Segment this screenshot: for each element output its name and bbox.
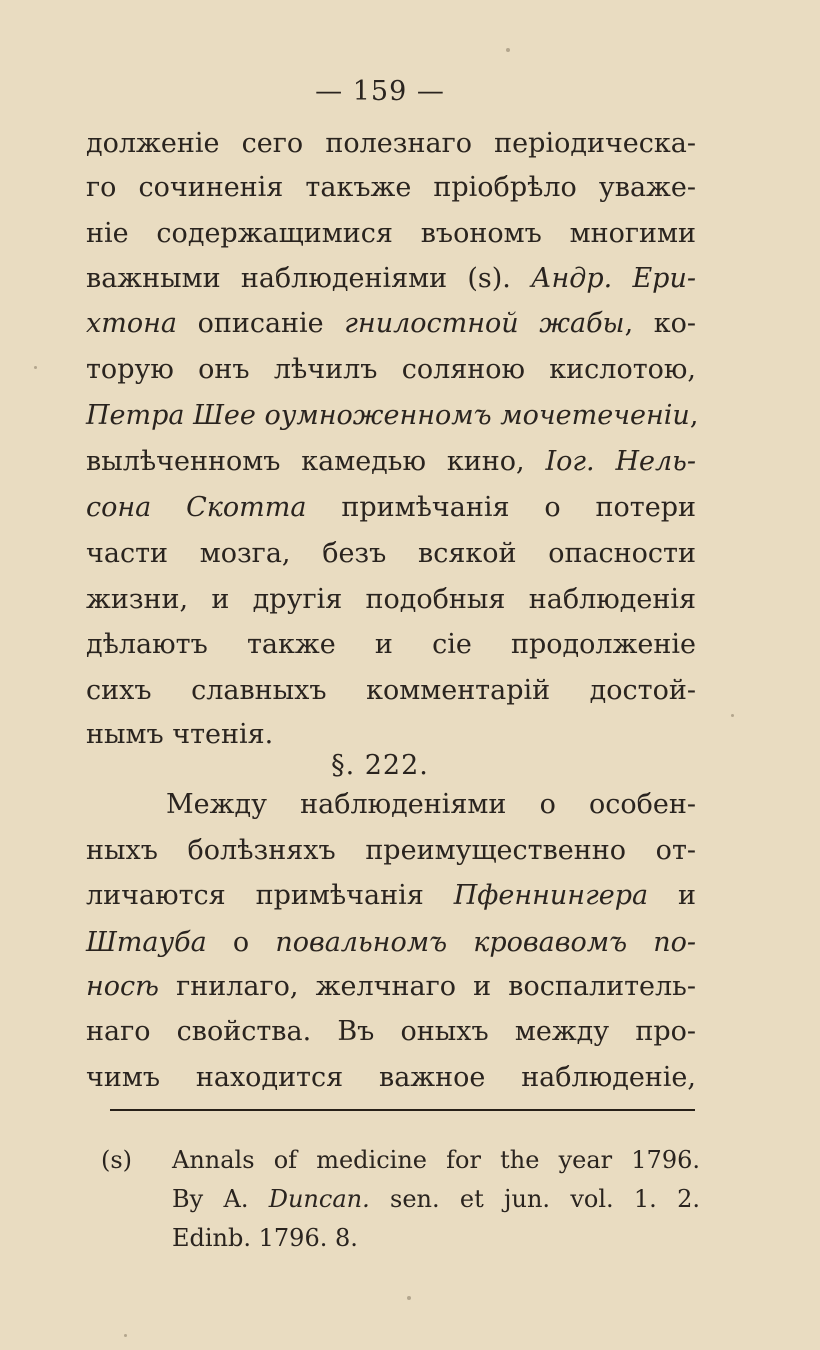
paragraph-1-line-11: жизни, и другія подобныя наблюденія [86, 584, 696, 615]
section-mark: §. 222. [331, 750, 429, 781]
footnote-line-2: By A. Duncan. sen. et jun. vol. 1. 2. [172, 1185, 700, 1213]
paper-speck [731, 714, 734, 717]
footnote-marker: (s) [101, 1146, 133, 1174]
paragraph-1-line-10: части мозга, безъ всякой опасности [86, 538, 696, 569]
paper-speck [407, 1296, 411, 1300]
paragraph-2-line-2: ныхъ болѣзняхъ преимущественно от- [86, 835, 696, 866]
paragraph-1-line-3: ніе содержащимися въономъ многими [86, 218, 696, 249]
paragraph-1-line-8: вылѣченномъ камедью кино, Іог. Нель- [86, 446, 696, 477]
paragraph-1-line-2: го сочиненія такъже пріобрѣло уваже- [86, 172, 696, 203]
paragraph-1-line-6: торую онъ лѣчилъ соляною кислотою, [86, 354, 696, 385]
paragraph-1-line-14: нымъ чтенія. [86, 719, 274, 750]
paragraph-2-line-4: Штауба о повальномъ кровавомъ по- [86, 927, 697, 958]
paper-speck [506, 48, 510, 52]
paragraph-2-line-7: чимъ находится важное наблюденіе, [86, 1062, 696, 1093]
page-number-header: — 159 — [315, 76, 445, 107]
paragraph-2-line-6: наго свойства. Въ оныхъ между про- [86, 1016, 696, 1047]
paragraph-1-line-7: Петра Шее оумноженномъ мочетеченіи, [86, 400, 699, 431]
paragraph-1-line-4: важными наблюденіями (s). Андр. Ери- [86, 263, 696, 294]
paragraph-2-line-5: носѣ гнилаго, желчнаго и воспалитель- [86, 971, 696, 1002]
footnote-line-3: Edinb. 1796. 8. [172, 1224, 358, 1252]
paragraph-1-line-9: сона Скотта примѣчанія о потери [86, 492, 696, 523]
paper-speck [124, 1334, 127, 1337]
paragraph-2-line-1: Между наблюденіями о особен- [166, 789, 696, 820]
paragraph-1-line-5: хтона описаніе гнилостной жабы, ко- [86, 308, 697, 339]
footnote-rule [110, 1109, 695, 1111]
paper-speck [34, 366, 37, 369]
paragraph-1-line-12: дѣлаютъ также и сіе продолженіе [86, 629, 696, 660]
paragraph-1-line-13: сихъ славныхъ комментарій достой- [86, 675, 696, 706]
paragraph-1-line-1: долженіе сего полезнаго періодическа- [86, 128, 696, 159]
footnote-line-1: Annals of medicine for the year 1796. [172, 1146, 700, 1174]
paragraph-2-line-3: личаются примѣчанія Пфеннингера и [86, 880, 696, 911]
